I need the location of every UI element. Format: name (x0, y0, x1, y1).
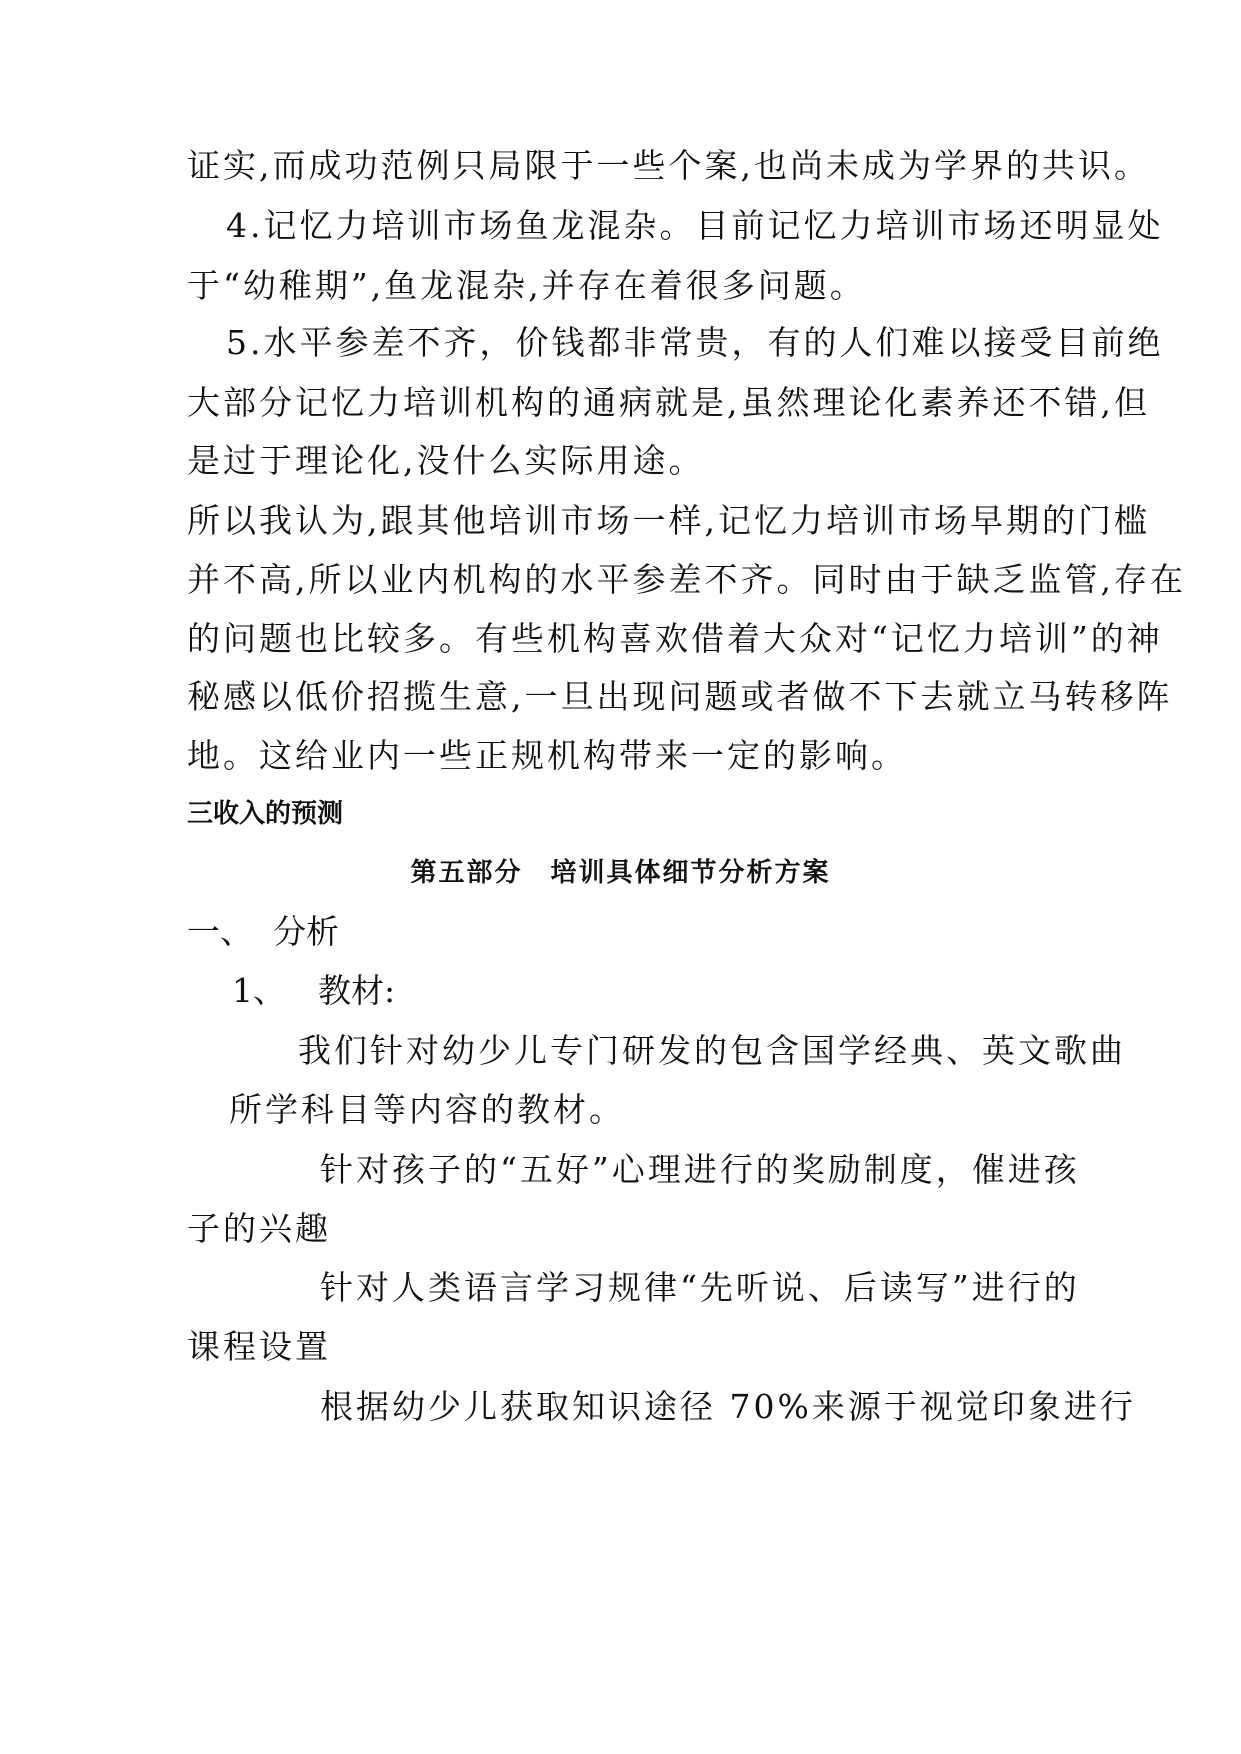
part-heading: 第五部分 培训具体细节分析方案 (410, 858, 831, 888)
outline-title-level2: 教材: (318, 971, 396, 1010)
body-line: 子的兴趣 (187, 1209, 331, 1248)
body-line: 所学科目等内容的教材。 (229, 1090, 625, 1129)
body-line: 根据幼少儿获取知识途径 70%来源于视觉印象进行 (320, 1387, 1136, 1426)
paragraph-line: 5.水平参差不齐，价钱都非常贵，有的人们难以接受目前绝 (226, 323, 1164, 362)
body-line: 课程设置 (187, 1327, 331, 1366)
paragraph-line: 的问题也比较多。有些机构喜欢借着大众对“记忆力培训”的神 (187, 619, 1163, 658)
paragraph-line: 所以我认为,跟其他培训市场一样,记忆力培训市场早期的门槛 (187, 501, 1150, 540)
body-line: 针对人类语言学习规律“先听说、后读写”进行的 (320, 1268, 1080, 1307)
paragraph-line: 于“幼稚期”,鱼龙混杂,并存在着很多问题。 (187, 266, 866, 305)
paragraph-line: 地。这给业内一些正规机构带来一定的影响。 (187, 736, 907, 775)
section-title: 三收入的预测 (187, 799, 344, 829)
paragraph-line: 证实,而成功范例只局限于一些个案,也尚未成为学界的共识。 (187, 146, 1150, 185)
paragraph-line: 是过于理论化,没什么实际用途。 (187, 441, 705, 480)
body-line: 我们针对幼少儿专门研发的包含国学经典、英文歌曲 (298, 1031, 1126, 1070)
outline-number-level2: 1、 (232, 971, 286, 1010)
outline-title-level1: 分析 (273, 912, 339, 951)
paragraph-line: 大部分记忆力培训机构的通病就是,虽然理论化素养还不错,但 (187, 383, 1150, 422)
paragraph-line: 4.记忆力培训市场鱼龙混杂。目前记忆力培训市场还明显处 (226, 206, 1164, 245)
outline-number-level1: 一、 (187, 912, 253, 951)
paragraph-line: 秘感以低价招揽生意,一旦出现问题或者做不下去就立马转移阵 (187, 677, 1173, 716)
paragraph-line: 并不高,所以业内机构的水平参差不齐。同时由于缺乏监管,存在 (187, 560, 1186, 599)
body-line: 针对孩子的“五好”心理进行的奖励制度，催进孩 (320, 1150, 1080, 1189)
